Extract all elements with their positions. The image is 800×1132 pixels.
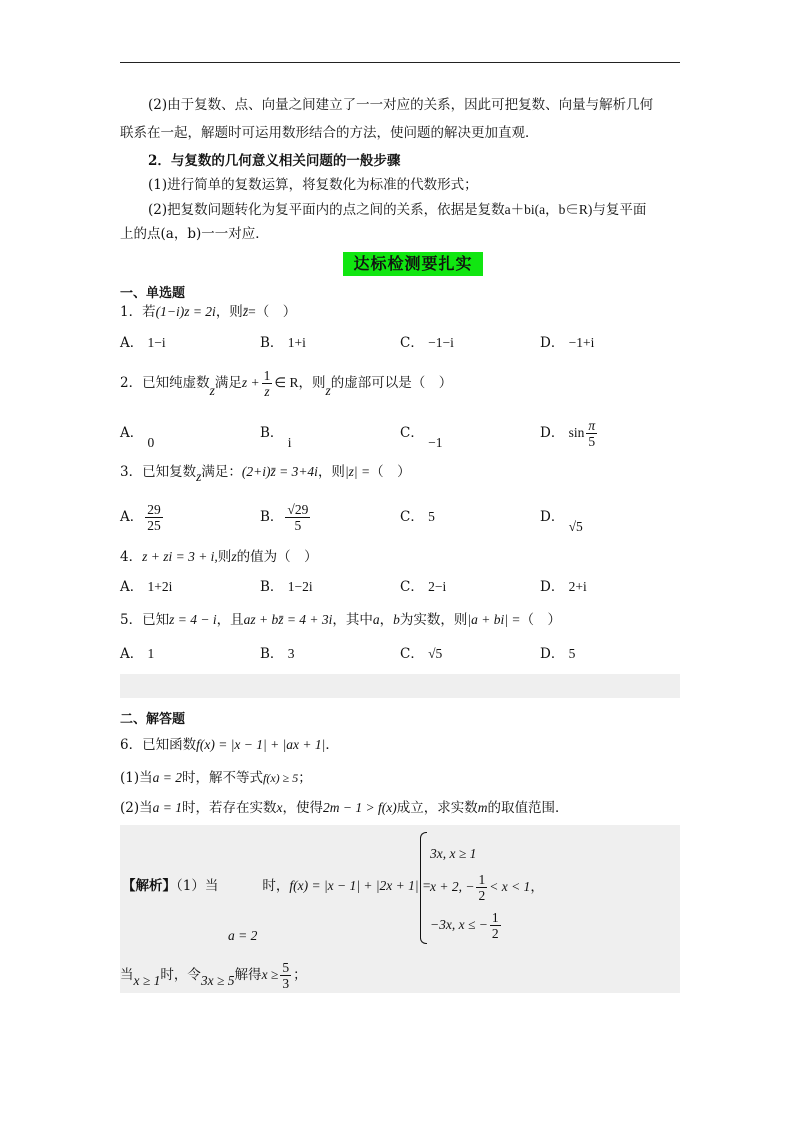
intro-step-2-line-2: 上的点(a，b)一一对应．: [120, 226, 269, 242]
intro-heading-2: 2．与复数的几何意义相关问题的一般步骤: [148, 153, 401, 169]
question-4: 4．z + zi = 3 + i,则z的值为（ ）: [120, 549, 318, 565]
header-rule: [120, 62, 680, 63]
solution-a-equals-2: a = 2: [228, 928, 258, 943]
q4-option-b[interactable]: B． 1−2i: [260, 579, 313, 595]
solution-line-2: 当x ≥ 1时，令3x ≥ 5解得x ≥ $\frac{5}{3}$ ；: [120, 960, 307, 991]
question-1: 1．若(1−i)z = 2i，则z̄=（ ）: [120, 304, 297, 320]
section-2-title: 二、解答题: [120, 712, 186, 727]
q3-option-c[interactable]: C． 5: [400, 509, 435, 525]
section-banner: 达标检测要扎实: [343, 252, 483, 276]
intro-step-1: (1)进行简单的复数运算，将复数化为标准的代数形式；: [148, 177, 478, 193]
section-1-title: 一、单选题: [120, 286, 186, 301]
q2-option-c[interactable]: C． −1: [400, 425, 443, 450]
q1-option-c[interactable]: C． −1−i: [400, 335, 454, 351]
q5-option-c[interactable]: C． √5: [400, 646, 443, 662]
intro-line-2: 联系在一起，解题时可运用数形结合的方法，使问题的解决更加直观．: [120, 125, 539, 141]
piecewise-brace: [420, 832, 427, 944]
piecewise-case-1: 3x, x ≥ 1: [430, 846, 477, 861]
q5-option-d[interactable]: D． 5: [540, 646, 576, 662]
piecewise-case-3: −3x, x ≤ − $\frac{1}{2}$: [430, 910, 499, 942]
q2-option-b[interactable]: B． i: [260, 425, 292, 450]
q5-option-b[interactable]: B． 3: [260, 646, 295, 662]
answer-placeholder-band: [120, 674, 680, 698]
q3-option-b[interactable]: B． $\frac{√29}{5}$: [260, 502, 309, 533]
question-5: 5．已知z = 4 − i，且az + bz̄ = 4 + 3i，其中a，b为实数，则|a + bi| =（ ）: [120, 612, 561, 628]
intro-step-2: (2)把复数问题转化为复平面内的点之间的关系，依据是复数a＋bi(a，b∈R)与复平面: [148, 202, 647, 218]
q3-option-d[interactable]: D． √5: [540, 509, 583, 534]
q4-option-c[interactable]: C． 2−i: [400, 579, 447, 595]
q1-option-a[interactable]: A． 1−i: [120, 335, 166, 351]
q2-option-a[interactable]: A． 0: [120, 425, 155, 450]
question-3: 3．已知复数z满足：(2+i)z̄ = 3+4i，则|z| =（ ）: [120, 464, 411, 484]
question-6-part-1: (1)当a = 2时，解不等式f(x) ≥ 5；: [120, 770, 312, 786]
q3-option-a[interactable]: A． $\frac{29}{25}$: [120, 502, 161, 533]
intro-line-1: (2)由于复数、点、向量之间建立了一一对应的关系，因此可把复数、向量与解析几何: [148, 97, 654, 113]
question-6-part-2: (2)当a = 1时，若存在实数x，使得2m − 1 > f(x)成立，求实数m的取值范围．: [120, 800, 569, 816]
piecewise-case-2: x + 2, − $\frac{1}{2}$ < x < 1，: [430, 872, 544, 904]
q2-fraction: $\frac{1}{z}$: [263, 368, 271, 399]
q4-option-a[interactable]: A． 1+2i: [120, 579, 173, 595]
q2-option-d[interactable]: D． sin $\frac{\pi}{5}$: [540, 418, 596, 449]
question-6: 6．已知函数f(x) = |x − 1| + |ax + 1|．: [120, 737, 339, 753]
q1-option-d[interactable]: D． −1+i: [540, 335, 595, 351]
q5-option-a[interactable]: A． 1: [120, 646, 155, 662]
question-2: 2．已知纯虚数z满足z + $\frac{1}{z}$ ∈ R，则z的虚部可以是（ ）: [120, 368, 453, 399]
solution-line-1: 【解析】（1）当 时，f(x) = |x − 1| + |2x + 1| =: [122, 878, 432, 894]
q1-option-b[interactable]: B． 1+i: [260, 335, 306, 351]
q4-option-d[interactable]: D． 2+i: [540, 579, 587, 595]
